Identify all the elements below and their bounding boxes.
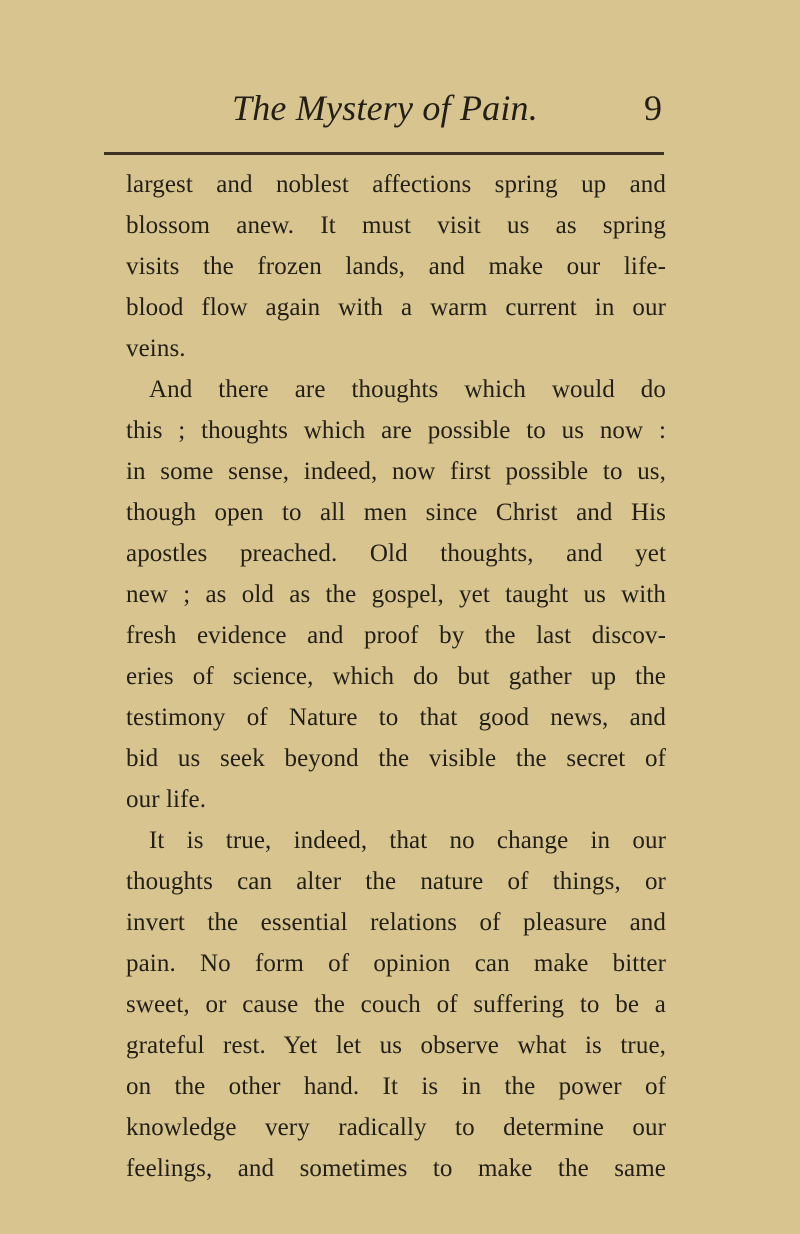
text-line: this ; thoughts which are possible to us now :: [126, 417, 666, 444]
text-line: bid us seek beyond the visible the secret of: [126, 745, 666, 772]
page-number: 9: [644, 88, 662, 128]
text-line: apostles preached. Old thoughts, and yet: [126, 540, 666, 567]
text-line: testimony of Nature to that good news, and: [126, 704, 666, 731]
text-line: thoughts can alter the nature of things, or: [126, 868, 666, 895]
text-line: sweet, or cause the couch of suffering to be a: [126, 991, 666, 1018]
text-line: knowledge very radically to determine our: [126, 1114, 666, 1141]
text-line: feelings, and sometimes to make the same: [126, 1155, 666, 1182]
text-line: visits the frozen lands, and make our life-: [126, 253, 666, 280]
running-head: [108, 88, 666, 132]
text-line: on the other hand. It is in the power of: [126, 1073, 666, 1100]
text-line: largest and noblest affections spring up and: [126, 171, 666, 198]
text-line: And there are thoughts which would do: [149, 376, 666, 403]
text-line: our life.: [126, 786, 207, 813]
text-line: eries of science, which do but gather up the: [126, 663, 666, 690]
text-line: It is true, indeed, that no change in our: [149, 827, 666, 854]
text-line: pain. No form of opinion can make bitter: [126, 950, 666, 977]
text-line: grateful rest. Yet let us observe what is true,: [126, 1032, 666, 1059]
running-title: The Mystery of Pain.: [232, 88, 538, 128]
text-line: invert the essential relations of pleasure and: [126, 909, 666, 936]
text-line: veins.: [126, 335, 186, 362]
text-line: though open to all men since Christ and His: [126, 499, 666, 526]
text-line: in some sense, indeed, now first possible to us,: [126, 458, 666, 485]
body-text: [126, 166, 666, 1196]
text-line: blossom anew. It must visit us as spring: [126, 212, 666, 239]
text-line: blood flow again with a warm current in our: [126, 294, 666, 321]
text-line: new ; as old as the gospel, yet taught us with: [126, 581, 666, 608]
header-rule: [104, 152, 664, 155]
text-line: fresh evidence and proof by the last discov-: [126, 622, 666, 649]
